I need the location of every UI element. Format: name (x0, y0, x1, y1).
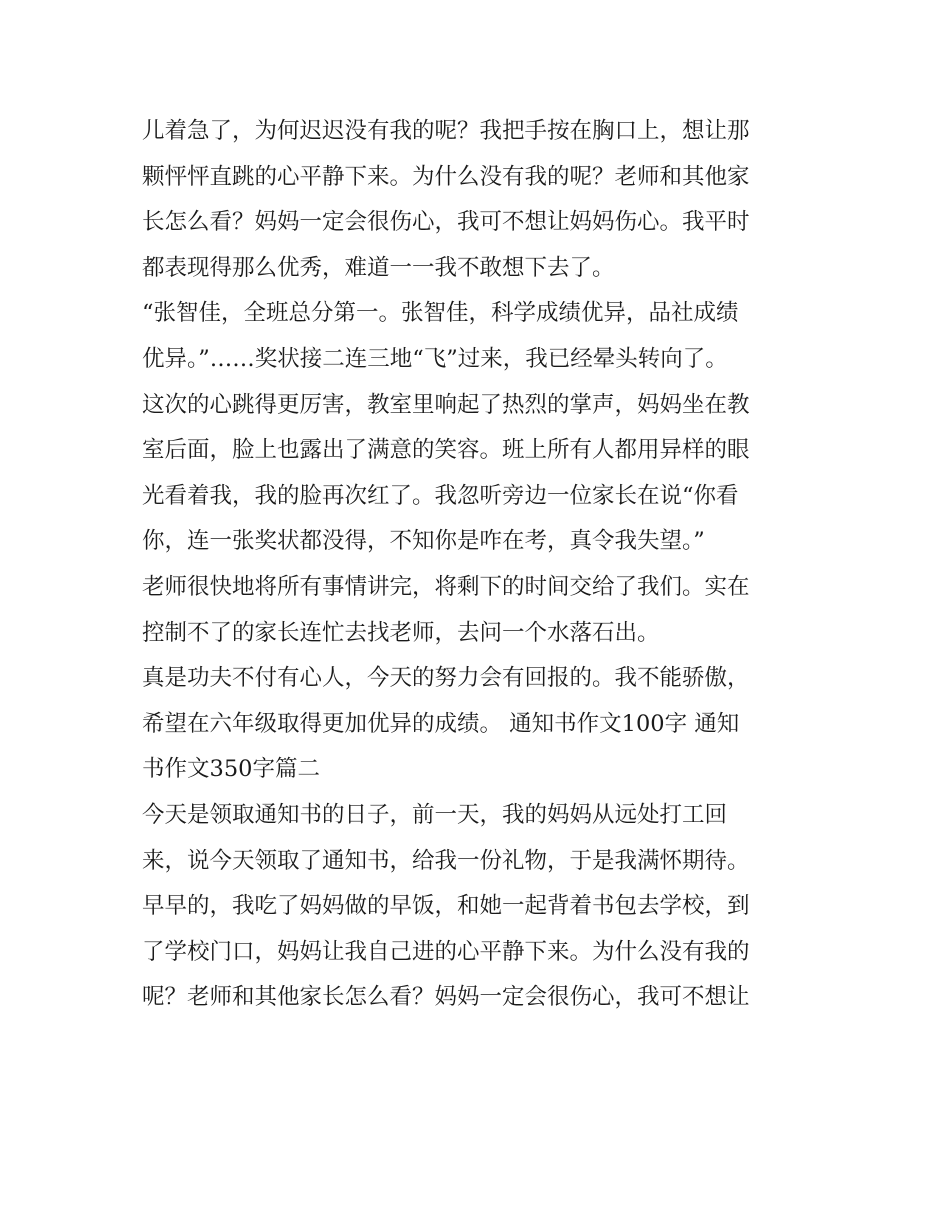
text-line: 来，说今天领取了通知书，给我一份礼物，于是我满怀期待。 (142, 847, 750, 874)
text-line: 控制不了的家长连忙去找老师，去问一个水落石出。 (142, 619, 660, 646)
text-line: 你，连一张奖状都没得，不知你是咋在考，真令我失望。” (142, 528, 705, 555)
text-line: 早早的，我吃了妈妈做的早饭，和她一起背着书包去学校，到 (142, 893, 750, 920)
text-line: 都表现得那么优秀，难道一一我不敢想下去了。 (142, 254, 615, 281)
text-line: 颗怦怦直跳的心平静下来。为什么没有我的呢？老师和其他家 (142, 163, 750, 190)
text-line: 真是功夫不付有心人，今天的努力会有回报的。我不能骄傲， (142, 665, 750, 692)
text-line: 光看着我，我的脸再次红了。我忽听旁边一位家长在说“你看 (142, 482, 739, 509)
text-line: “张智佳，全班总分第一。张智佳，科学成绩优异，品社成绩 (142, 300, 739, 327)
text-line: 室后面，脸上也露出了满意的笑容。班上所有人都用异样的眼 (142, 437, 750, 464)
text-line: 呢？老师和其他家长怎么看？妈妈一定会很伤心，我可不想让 (142, 984, 750, 1011)
text-line: 老师很快地将所有事情讲完，将剩下的时间交给了我们。实在 (142, 573, 750, 600)
text-line: 这次的心跳得更厉害，教室里响起了热烈的掌声，妈妈坐在教 (142, 391, 750, 418)
text-line: 了学校门口，妈妈让我自己进的心平静下来。为什么没有我的 (142, 938, 750, 965)
text-line: 书作文350字篇二 (142, 756, 320, 783)
text-line: 今天是领取通知书的日子，前一天，我的妈妈从远处打工回 (142, 801, 728, 828)
text-line: 儿着急了，为何迟迟没有我的呢？我把手按在胸口上，想让那 (142, 118, 750, 144)
text-line: 长怎么看？妈妈一定会很伤心，我可不想让妈妈伤心。我平时 (142, 209, 750, 236)
text-line: 希望在六年级取得更加优异的成绩。 通知书作文100字 通知 (142, 710, 740, 737)
text-line: 优异。”……奖状接二连三地“飞”过来，我已经晕头转向了。 (142, 345, 728, 372)
body-text (142, 109, 822, 1021)
